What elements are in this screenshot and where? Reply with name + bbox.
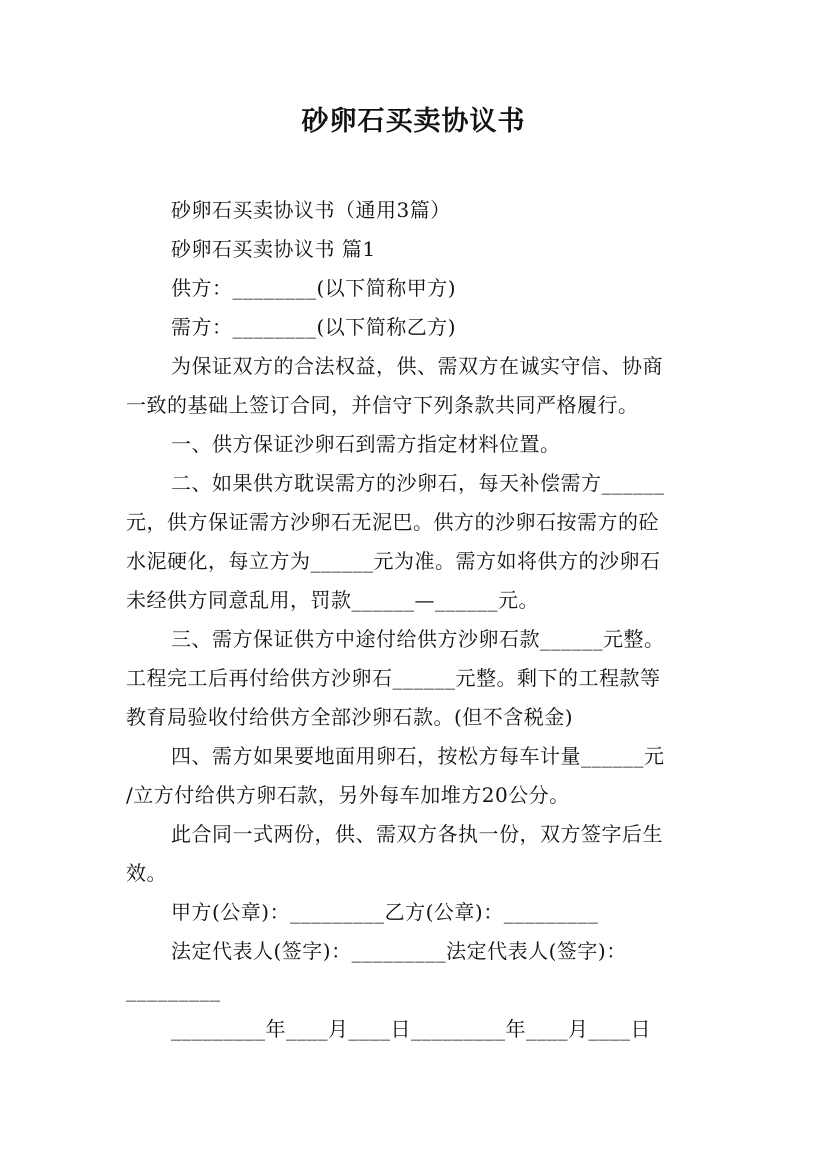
supplier-line: 供方：________(以下简称甲方) xyxy=(171,276,457,300)
paragraph-line: 为保证双方的合法权益，供、需双方在诚实守信、协商 xyxy=(171,354,663,378)
clause-line: 元，供方保证需方沙卵石无泥巴。供方的沙卵石按需方的砼 xyxy=(126,510,659,534)
clause-line: 四、需方如果要地面用卵石，按松方每车计量______元 xyxy=(171,744,665,768)
buyer-line: 需方：________(以下简称乙方) xyxy=(171,315,457,339)
date-line: _________年____月____日_________年____月____日 xyxy=(171,1017,651,1041)
signature-line: _________ xyxy=(126,978,221,1002)
clause-line: 一、供方保证沙卵石到需方指定材料位置。 xyxy=(171,432,561,456)
paragraph-line: 一致的基础上签订合同，并信守下列条款共同严格履行。 xyxy=(126,393,639,417)
clause-line: 教育局验收付给供方全部沙卵石款。(但不含税金) xyxy=(126,705,574,729)
clause-line: 未经供方同意乱用，罚款______—______元。 xyxy=(126,588,539,612)
signature-line: 法定代表人(签字)：_________法定代表人(签字)： xyxy=(171,939,627,963)
clause-line: 水泥硬化，每立方为______元为准。需方如将供方的沙卵石 xyxy=(126,549,661,573)
paragraph-line: 效。 xyxy=(126,861,167,885)
section-heading: 砂卵石买卖协议书 篇1 xyxy=(171,237,376,261)
subtitle-line: 砂卵石买卖协议书（通用3篇） xyxy=(171,198,451,222)
clause-line: 工程完工后再付给供方沙卵石______元整。剩下的工程款等 xyxy=(126,666,661,690)
seal-line: 甲方(公章)：_________乙方(公章)：_________ xyxy=(171,900,599,924)
paragraph-line: 此合同一式两份，供、需双方各执一份，双方签字后生 xyxy=(171,822,663,846)
clause-line: /立方付给供方卵石款，另外每车加堆方20公分。 xyxy=(126,783,570,807)
clause-line: 二、如果供方耽误需方的沙卵石，每天补偿需方______ xyxy=(171,471,665,495)
document-title: 砂卵石买卖协议书 xyxy=(301,106,526,137)
clause-line: 三、需方保证供方中途付给供方沙卵石款______元整。 xyxy=(171,627,665,651)
